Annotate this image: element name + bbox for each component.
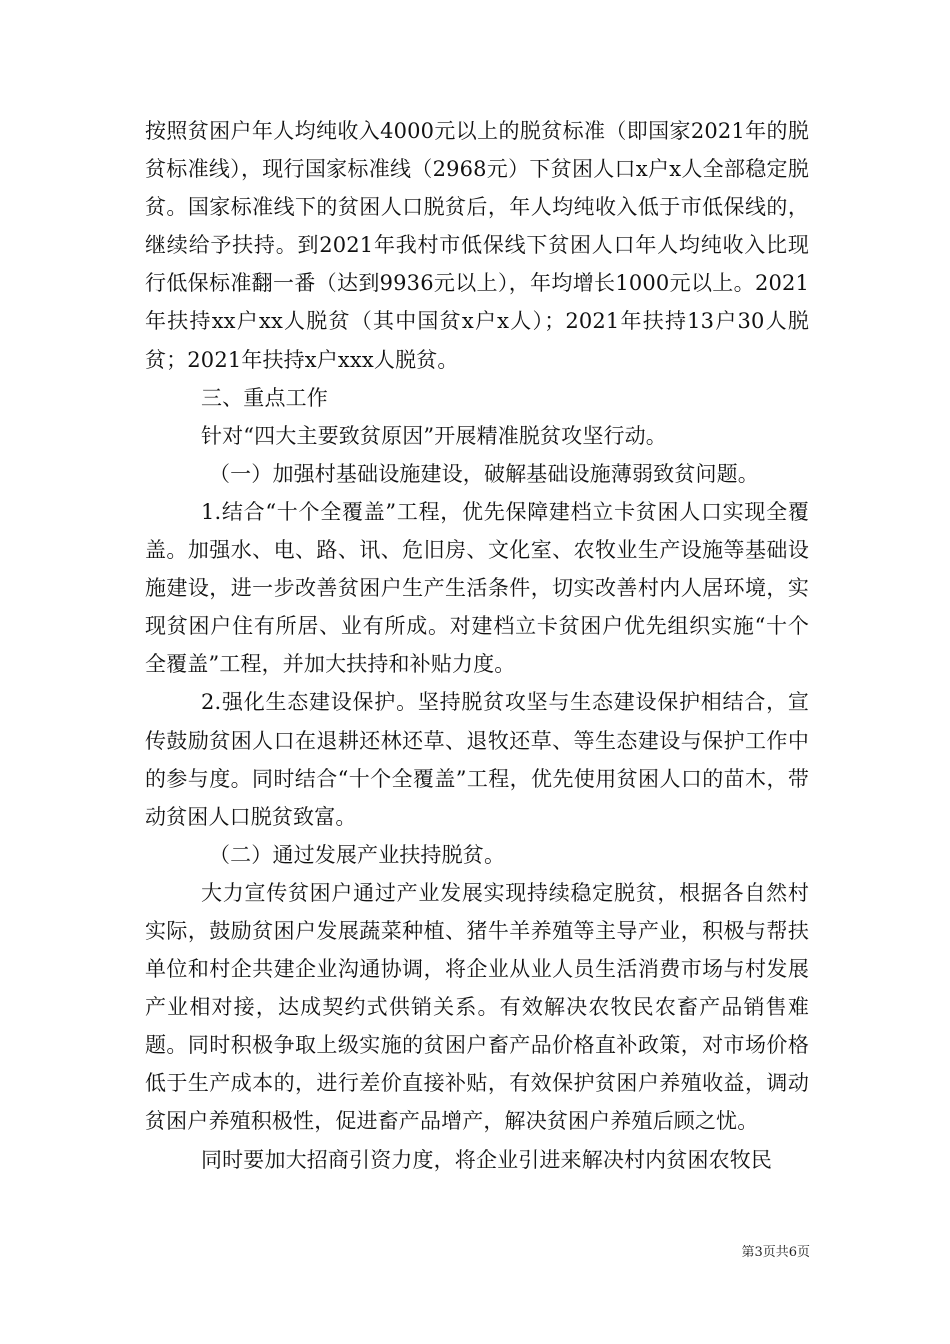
paragraph-four-causes: 针对“四大主要致贫原因”开展精准脱贫攻坚行动。 — [201, 423, 667, 448]
subheading-industry: （二）通过发展产业扶持脱贫。 — [209, 842, 506, 867]
heading-key-work: 三、重点工作 — [201, 385, 328, 410]
paragraph-investment: 同时要加大招商引资力度，将企业引进来解决村内贫困农牧民 — [201, 1147, 773, 1172]
paragraph-industry-development: 大力宣传贫困户通过产业发展实现持续稳定脱贫，根据各自然村实际，鼓励贫困户发展蔬菜种植、猪牛羊养殖等主导产业，积极与帮扶单位和村企共建企业沟通协调，将企业从业人员生活消费市场与村发展产业相对接，达成契约式供销关系。有效解决农牧民农畜产品销售难题。同时积极争取上级实施的贫困户畜产品价格直补政策，对市场价格低于生产成本的，进行差价直接补贴，有效保护贫困户养殖收益，调动贫困户养殖积极性，促进畜产品增产，解决贫困户养殖后顾之忧。 — [145, 880, 809, 1134]
document-body — [145, 112, 809, 1179]
paragraph-poverty-standard: 按照贫困户年人均纯收入4000元以上的脱贫标准（即国家2021年的脱贫标准线），现行国家标准线（2968元）下贫困人口x户x人全部稳定脱贫。国家标准线下的贫困人口脱贫后，年人均纯收入低于市低保线的，继续给予扶持。到2021年我村市低保线下贫困人口年人均纯收入比现行低保标准翻一番（达到9936元以上），年均增长1000元以上。2021年扶持xx户xx人脱贫（其中国贫x户x人）；2021年扶持13户30人脱贫；2021年扶持x户xxx人脱贫。 — [145, 119, 809, 372]
subheading-infrastructure: （一）加强村基础设施建设，破解基础设施薄弱致贫问题。 — [209, 461, 759, 486]
page-number: 第3页共6页 — [741, 1245, 810, 1260]
paragraph-ecology: 2.强化生态建设保护。坚持脱贫攻坚与生态建设保护相结合，宣传鼓励贫困人口在退耕还林还草、退牧还草、等生态建设与保护工作中的参与度。同时结合“十个全覆盖”工程，优先使用贫困人口的苗木，带动贫困人口脱贫致富。 — [145, 690, 809, 829]
paragraph-full-coverage: 1.结合“十个全覆盖”工程，优先保障建档立卡贫困人口实现全覆盖。加强水、电、路、讯、危旧房、文化室、农牧业生产设施等基础设施建设，进一步改善贫困户生产生活条件，切实改善村内人居环境，实现贫困户住有所居、业有所成。对建档立卡贫困户优先组织实施“十个全覆盖”工程，并加大扶持和补贴力度。 — [145, 499, 809, 677]
